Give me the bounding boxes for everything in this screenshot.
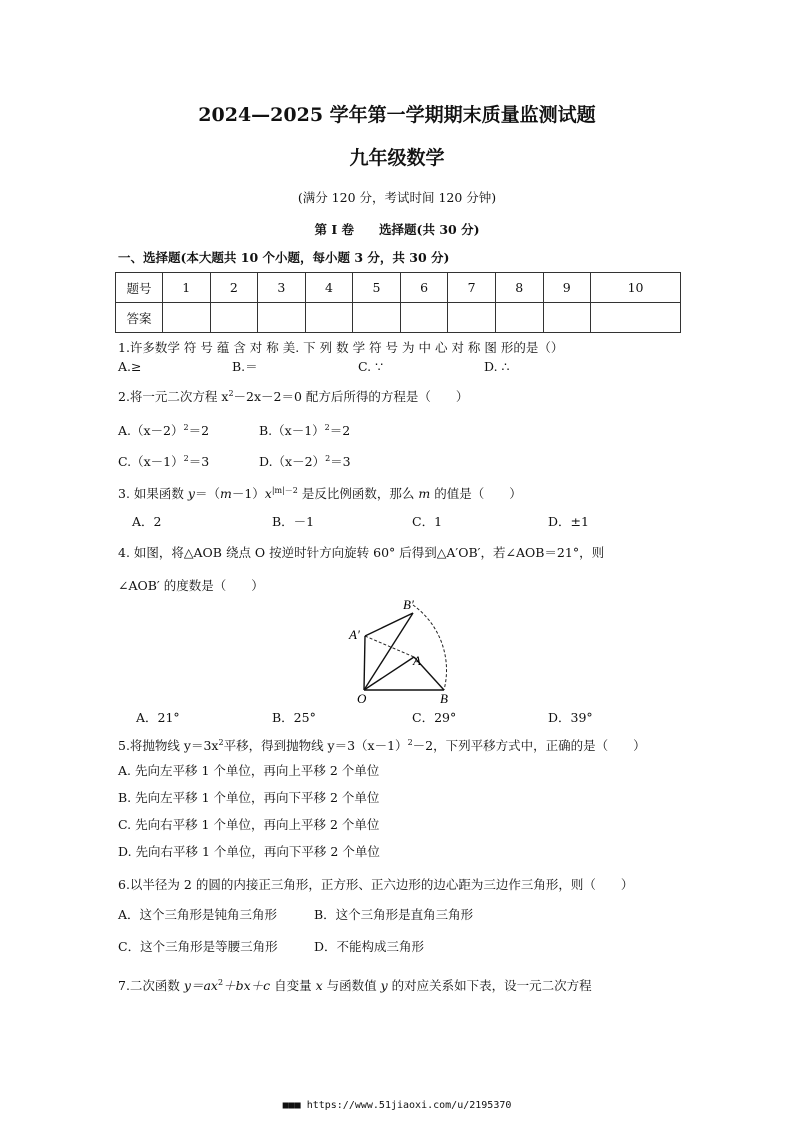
q4-option-a: A．21° — [136, 710, 180, 725]
label-a-prime: A′ — [349, 627, 360, 642]
q4-option-b: B．25° — [272, 710, 316, 725]
segment-o-a — [364, 657, 414, 690]
table-cell-number: 5 — [353, 273, 401, 303]
exam-subject: 九年级数学 — [349, 147, 445, 169]
exam-title: 2024—2025 学年第一学期期末质量监测试题 — [198, 104, 596, 126]
answer-cell[interactable] — [448, 303, 496, 333]
dashed-segment — [365, 636, 414, 657]
table-cell-number: 9 — [543, 273, 591, 303]
q6-stem: 6.以半径为 2 的圆的内接正三角形，正方形、正六边形的边心距为三边作三角形，则（ ） — [118, 877, 634, 892]
label-o: O — [357, 691, 367, 705]
q7-stem: 7.二次函数 $y=ax^2+bx+c$ 自变量 x 与函数值 y 的对应关系如下表，设一元二次方程 — [118, 978, 592, 994]
table-row-numbers — [116, 273, 681, 303]
footer-url — [0, 1100, 794, 1111]
label-b-prime: B′ — [403, 597, 414, 612]
table-cell-number: 4 — [305, 273, 353, 303]
q4-option-d: D．39° — [548, 710, 593, 725]
q3-option-c: C．1 — [412, 514, 443, 529]
table-cell-number: 3 — [258, 273, 306, 303]
q5-stem: 5.将抛物线 $y=3x^2$平移，得到抛物线 $y=3(x-1)^2-2$，下列平移方式中，正确的是（ ） — [118, 738, 646, 754]
q4-option-c: C．29° — [412, 710, 457, 725]
q6-option-d: D．不能构成三角形 — [314, 939, 425, 954]
volume-heading: 第 I 卷 选择题(共 30 分) — [314, 222, 480, 237]
table-cell-number: 1 — [163, 273, 211, 303]
q2-option-b: $B.(x-1)^2=2$ — [259, 423, 351, 439]
footer-link[interactable]: https://www.51jiaoxi.com/u/2195370 — [306, 1100, 512, 1111]
q3-stem: 3. 如果函数 $y=(m-1)x^{|m|-2}$ 是反比例函数，那么 m 的值是（ ） — [118, 486, 522, 502]
q1-option-a: A.≥ — [118, 359, 142, 374]
answer-cell[interactable] — [353, 303, 401, 333]
q5-option-d: D. 先向右平移 1 个单位，再向下平移 2 个单位 — [118, 844, 380, 859]
q5-option-b: B. 先向左平移 1 个单位，再向下平移 2 个单位 — [118, 790, 380, 805]
table-cell-number: 2 — [210, 273, 258, 303]
table-cell-number: 8 — [495, 273, 543, 303]
table-cell-number: 10 — [591, 273, 681, 303]
answer-cell[interactable] — [543, 303, 591, 333]
answer-cell[interactable] — [591, 303, 681, 333]
q2-stem: 2.将一元二次方程 $x^2-2x-2=0$ 配方后所得的方程是（ ） — [118, 389, 469, 405]
q3-option-d: D．±1 — [548, 514, 589, 529]
exam-info: (满分 120 分，考试时间 120 分钟) — [297, 190, 497, 205]
q5-option-a: A. 先向左平移 1 个单位，再向上平移 2 个单位 — [118, 763, 380, 778]
answer-table — [115, 272, 681, 333]
table-row-answers — [116, 303, 681, 333]
answer-cell[interactable] — [400, 303, 448, 333]
section-heading: 一、选择题(本大题共 10 个小题，每小题 3 分，共 30 分) — [118, 250, 450, 265]
q6-option-a: A．这个三角形是钝角三角形 — [118, 907, 278, 922]
table-cell-number: 7 — [448, 273, 496, 303]
answer-cell[interactable] — [495, 303, 543, 333]
q1-option-b: B.＝ — [232, 359, 258, 374]
q3-option-a: A．2 — [132, 514, 162, 529]
rotation-figure — [340, 595, 470, 705]
table-cell-number: 6 — [400, 273, 448, 303]
q3-option-b: B．－1 — [272, 514, 315, 529]
q1-option-d: D. ∴ — [484, 359, 510, 374]
answer-cell[interactable] — [163, 303, 211, 333]
segment-o-aprime — [364, 636, 365, 690]
rotation-arc — [413, 605, 447, 690]
label-a: A — [413, 653, 421, 668]
table-label-answer: 答案 — [116, 303, 163, 333]
q4-stem-line2: ∠AOB′ 的度数是（ ） — [118, 578, 264, 593]
label-b: B — [440, 691, 448, 705]
q4-stem-line1: 4. 如图，将△AOB 绕点 O 按逆时针方向旋转 60° 后得到△A′OB′，若∠AOB＝21°，则 — [118, 545, 605, 560]
q5-option-c: C. 先向右平移 1 个单位，再向上平移 2 个单位 — [118, 817, 380, 832]
answer-cell[interactable] — [305, 303, 353, 333]
q1-option-c: C. ∵ — [358, 359, 384, 374]
q2-option-a: $A.(x-2)^2=2$ — [118, 423, 210, 439]
q2-option-c: $C.(x-1)^2=3$ — [118, 454, 210, 470]
q6-option-b: B．这个三角形是直角三角形 — [314, 907, 474, 922]
q1-stem: 1.许多数学 符 号 蕴 含 对 称 美. 下 列 数 学 符 号 为 中 心 对 称 图 形的是（） — [118, 340, 564, 355]
answer-cell[interactable] — [258, 303, 306, 333]
q2-option-d: $D.(x-2)^2=3$ — [259, 454, 351, 470]
footer-prefix: ■■■ — [282, 1100, 301, 1111]
q6-option-c: C．这个三角形是等腰三角形 — [118, 939, 278, 954]
table-label-number: 题号 — [116, 273, 163, 303]
answer-cell[interactable] — [210, 303, 258, 333]
